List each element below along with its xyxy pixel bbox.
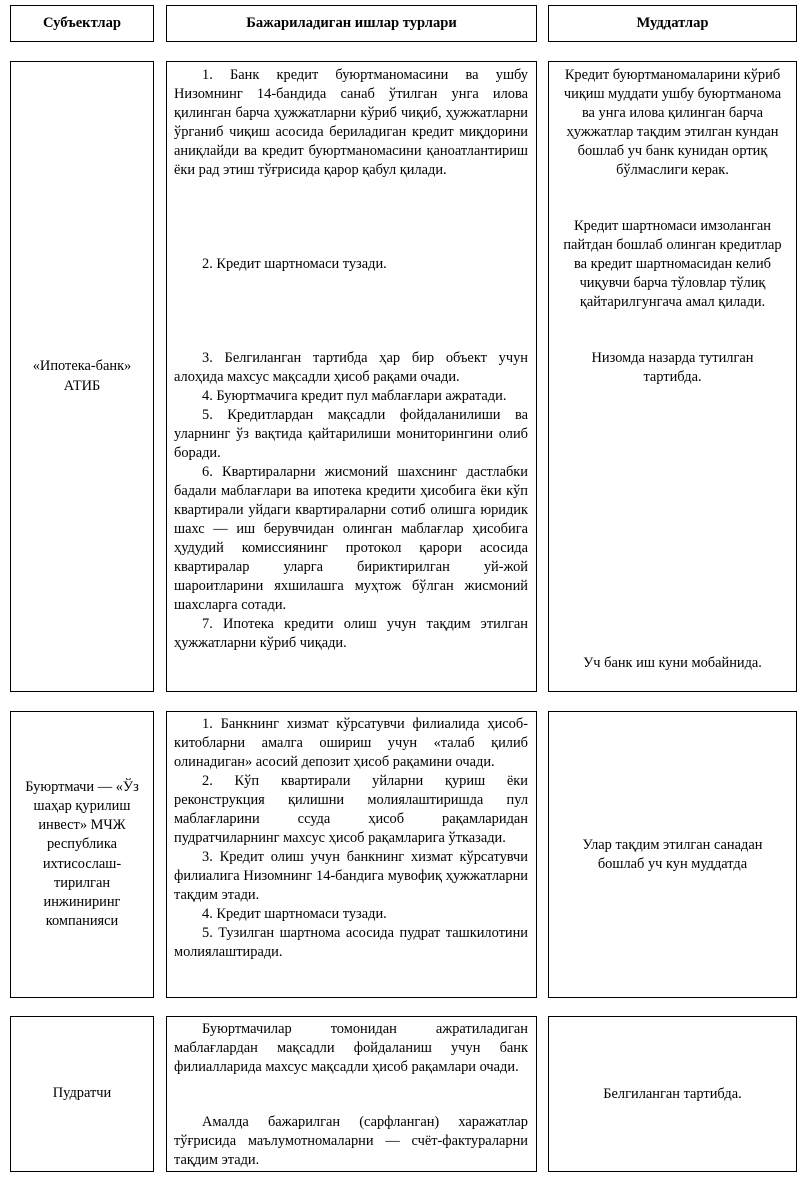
block2-works: [166, 711, 537, 998]
block1-work-6: 6. Квартираларни жисмоний шахснинг дастлабки бадали маблағлари ва ипотека кредити ҳисобига ёки кўп квартирали уйдаги квартираларни сотиб олишга юридик шахс — иш берувчидан олинган маблағлар ҳисобига ҳудудий комиссиянинг протокол қарори асосида квартиралар уларга бириктирилган уй-жой шароитларини яхшилашга муҳтож бўлган жисмоний шахсларга сотади.: [174, 464, 528, 613]
block2-work-4: 4. Кредит шартномаси тузади.: [202, 906, 387, 922]
block1-work-1: 1. Банк кредит буюртманомасини ва ушбу Низомнинг 14-бандида санаб ўтилган унга илова қилинган барча ҳужжатларни кўриб чиқиб, ҳужжатларни ўрганиб чиқиш асосида бериладиган кредит миқдорини аниқлайди ва кредит буюртманомасини қаноатлантириш ёки рад этиш тўғрисида қарор қабул қилади.: [174, 67, 528, 178]
block1-subject-text: «Ипотека-банк» АТИБ: [32, 358, 132, 394]
block2-subject-text: Буюртмачи — «Ўз шаҳар қурилиш инвест» МЧЖ республика ихтисослаш-тирилган инжиниринг компанияси: [25, 778, 139, 930]
header-works: [166, 5, 537, 42]
header-works-label: Бажариладиган ишлар турлари: [246, 15, 457, 31]
block1-deadlines: [548, 61, 797, 692]
header-deadlines-label: Муддатлар: [636, 15, 709, 31]
block1-work-5: 5. Кредитлардан мақсадли фойдаланилиши ва уларнинг ўз вақтида қайтарилиши мониторингини олиб боради.: [174, 407, 528, 461]
header-subjects: [10, 5, 154, 42]
block1-deadline-3: Низомда назарда тутилган тартибда.: [591, 350, 754, 385]
block2-work-3: 3. Кредит олиш учун банкнинг хизмат кўрсатувчи филиалига Низомнинг 14-бандига мувофиқ ҳужжатларни тақдим этади.: [174, 849, 528, 903]
block2-work-2: 2. Кўп квартирали уйларни қуриш ёки реконструкция қилишни молиялаштиришда пул маблағларини ссуда ҳисоб рақамларидан пудратчиларнинг махсус ҳисоб рақамларига ўтказади.: [174, 773, 528, 846]
header-subjects-label: Субъектлар: [42, 15, 121, 31]
block1-work-4: 4. Буюртмачига кредит пул маблағлари ажратади.: [202, 388, 507, 404]
block1-works: [166, 61, 537, 692]
header-deadlines: [548, 5, 797, 42]
block3-deadline: Белгиланган тартибда.: [603, 1085, 742, 1102]
block1-deadline-1: Кредит буюртманомаларини кўриб чиқиш муддати ушбу буюртманома ва унга илова қилинган барча ҳужжатлар тақдим этилган кундан бошлаб уч банк кунидан ортиқ бўлмаслиги керак.: [563, 67, 782, 178]
block1-deadline-2: Кредит шартномаси имзоланган пайтдан бошлаб олинган кредитлар ва кредит шартномасидан келиб чиқувчи барча тўловлар тўлиқ қайтарилгунгача амал қилади.: [563, 218, 782, 310]
block3-work-2: Амалда бажарилган (сарфланган) харажатлар тўғрисида маълумотномаларни — счёт-фактураларни тақдим этади.: [174, 1114, 528, 1168]
block3-work-1: Буюртмачилар томонидан ажратиладиган маблағлардан мақсадли фойдаланиш учун банк филиалларида махсус мақсадли ҳисоб рақамлари очади.: [174, 1021, 528, 1075]
block2-deadline: Улар тақдим этилган санадан бошлаб уч кун муддатда: [582, 836, 763, 872]
block2-work-5: 5. Тузилган шартнома асосида пудрат ташкилотини молиялаштиради.: [174, 925, 528, 960]
block3-deadlines: [548, 1016, 797, 1172]
block1-subject: [10, 61, 154, 692]
block2-subject: [10, 711, 154, 998]
block3-works: [166, 1016, 537, 1172]
block2-work-1: 1. Банкнинг хизмат кўрсатувчи филиалида ҳисоб-китобларни амалга ошириш учун «талаб қилиб олинадиган» асосий депозит ҳисоб рақамини очади.: [174, 716, 528, 770]
block1-work-2: 2. Кредит шартномаси тузади.: [202, 256, 387, 272]
block3-subject: [10, 1016, 154, 1172]
block2-deadlines: [548, 711, 797, 998]
block3-subject-text: Пудратчи: [52, 1085, 112, 1102]
block1-work-3: 3. Белгиланган тартибда ҳар бир объект учун алоҳида махсус мақсадли ҳисоб рақами очади.: [174, 350, 528, 385]
block1-work-7: 7. Ипотека кредити олиш учун тақдим этилган ҳужжатларни кўриб чиқади.: [174, 616, 528, 651]
block1-deadline-4: Уч банк иш куни мобайнида.: [583, 655, 762, 671]
